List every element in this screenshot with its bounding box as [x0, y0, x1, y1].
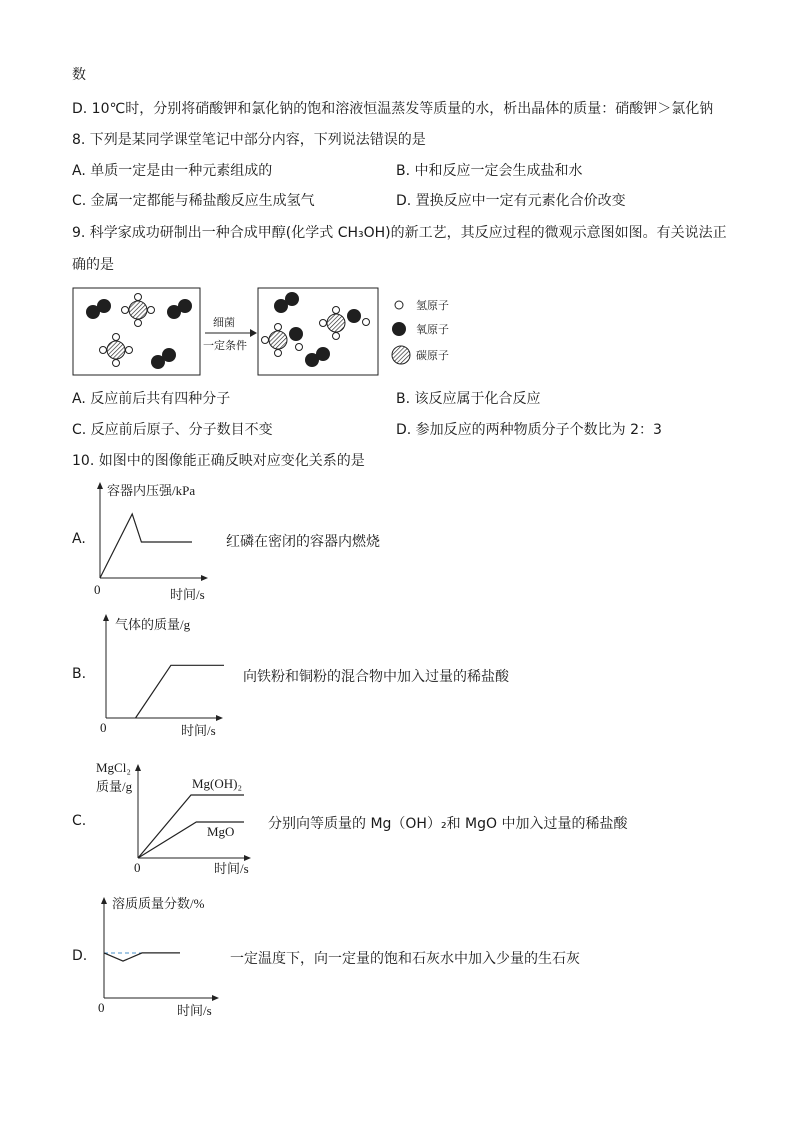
arrow-label-top: 细菌 — [213, 316, 235, 329]
q7-option-d: D. 10℃时，分别将硝酸钾和氯化钠的饱和溶液恒温蒸发等质量的水，析出晶体的质量：硝酸钾＞氯化钠 — [72, 101, 714, 117]
methanol-molecule — [320, 307, 370, 340]
q8-option-b: B. 中和反应一定会生成盐和水 — [396, 163, 583, 179]
q9-option-c: C. 反应前后原子、分子数目不变 — [72, 422, 273, 438]
graph-c-origin: 0 — [134, 860, 141, 875]
graph-a-caption: 红磷在密闭的容器内燃烧 — [226, 534, 380, 550]
graph-d-xlabel: 时间/s — [177, 1003, 212, 1018]
q9-option-b: B. 该反应属于化合反应 — [396, 391, 541, 407]
graph-a-origin: 0 — [94, 582, 101, 597]
graph-b-caption: 向铁粉和铜粉的混合物中加入过量的稀盐酸 — [243, 669, 509, 685]
product-box — [258, 288, 378, 375]
q9-stem-line1: 9. 科学家成功研制出一种合成甲醇(化学式 CH₃OH)的新工艺，其反应过程的微观示意图如图。有关说法正 — [72, 225, 727, 241]
legend-oxygen: 氧原子 — [416, 323, 449, 336]
legend-carbon: 碳原子 — [416, 349, 449, 362]
oxygen-molecule — [86, 299, 111, 319]
graph-b-curve — [136, 665, 225, 718]
graph-d-letter: D. — [72, 948, 88, 964]
q9-option-d: D. 参加反应的两种物质分子个数比为 2：3 — [396, 422, 662, 438]
q9-stem-line2: 确的是 — [72, 257, 114, 273]
graph-c-ylabel-line1: MgCl₂ — [96, 760, 131, 775]
methanol-molecule — [262, 324, 304, 357]
graph-a-letter: A. — [72, 531, 86, 547]
graph-d-origin: 0 — [98, 1000, 105, 1015]
top-fragment: 数 — [72, 67, 86, 83]
graph-b-letter: B. — [72, 666, 87, 682]
graph-c-xlabel: 时间/s — [214, 861, 249, 876]
oxygen-molecule — [167, 299, 192, 319]
graph-c-series-top-label: Mg(OH)₂ — [192, 776, 243, 791]
q8-option-a: A. 单质一定是由一种元素组成的 — [72, 163, 273, 179]
graph-d-ylabel: 溶质质量分数/% — [112, 896, 205, 911]
graph-b-origin: 0 — [100, 720, 107, 735]
graph-c-letter: C. — [72, 813, 87, 829]
graph-c-ylabel-line2: 质量/g — [96, 779, 133, 794]
oxygen-molecule — [305, 347, 330, 367]
graph-c-series-bottom-label: MgO — [207, 824, 235, 839]
q9-option-a: A. 反应前后共有四种分子 — [72, 391, 231, 407]
legend-hydrogen: 氢原子 — [416, 299, 449, 312]
hydrogen-atom-legend-icon — [395, 301, 403, 309]
graph-a-ylabel: 容器内压强/kPa — [107, 483, 196, 498]
graph-c-caption: 分别向等质量的 Mg（OH）₂和 MgO 中加入过量的稀盐酸 — [268, 816, 628, 832]
graph-b-ylabel: 气体的质量/g — [115, 617, 191, 632]
methane-molecule — [100, 334, 133, 367]
graph-d-caption: 一定温度下，向一定量的饱和石灰水中加入少量的生石灰 — [230, 951, 580, 967]
oxygen-molecule — [151, 348, 176, 369]
q10-stem: 10. 如图中的图像能正确反映对应变化关系的是 — [72, 453, 365, 469]
reactant-box — [73, 288, 200, 375]
graph-b-xlabel: 时间/s — [181, 723, 216, 738]
carbon-atom-legend-icon — [392, 346, 410, 364]
graph-a-xlabel: 时间/s — [170, 587, 205, 602]
methane-molecule — [122, 294, 155, 327]
oxygen-atom-legend-icon — [392, 322, 406, 336]
oxygen-molecule — [274, 292, 299, 313]
q8-option-c: C. 金属一定都能与稀盐酸反应生成氢气 — [72, 193, 315, 209]
arrow-label-bottom: 一定条件 — [203, 339, 247, 352]
graph-d-curve — [104, 953, 180, 961]
graph-a-curve — [100, 514, 192, 578]
q8-stem: 8. 下列是某同学课堂笔记中部分内容，下列说法错误的是 — [72, 132, 426, 148]
q8-option-d: D. 置换反应中一定有元素化合价改变 — [396, 193, 626, 209]
